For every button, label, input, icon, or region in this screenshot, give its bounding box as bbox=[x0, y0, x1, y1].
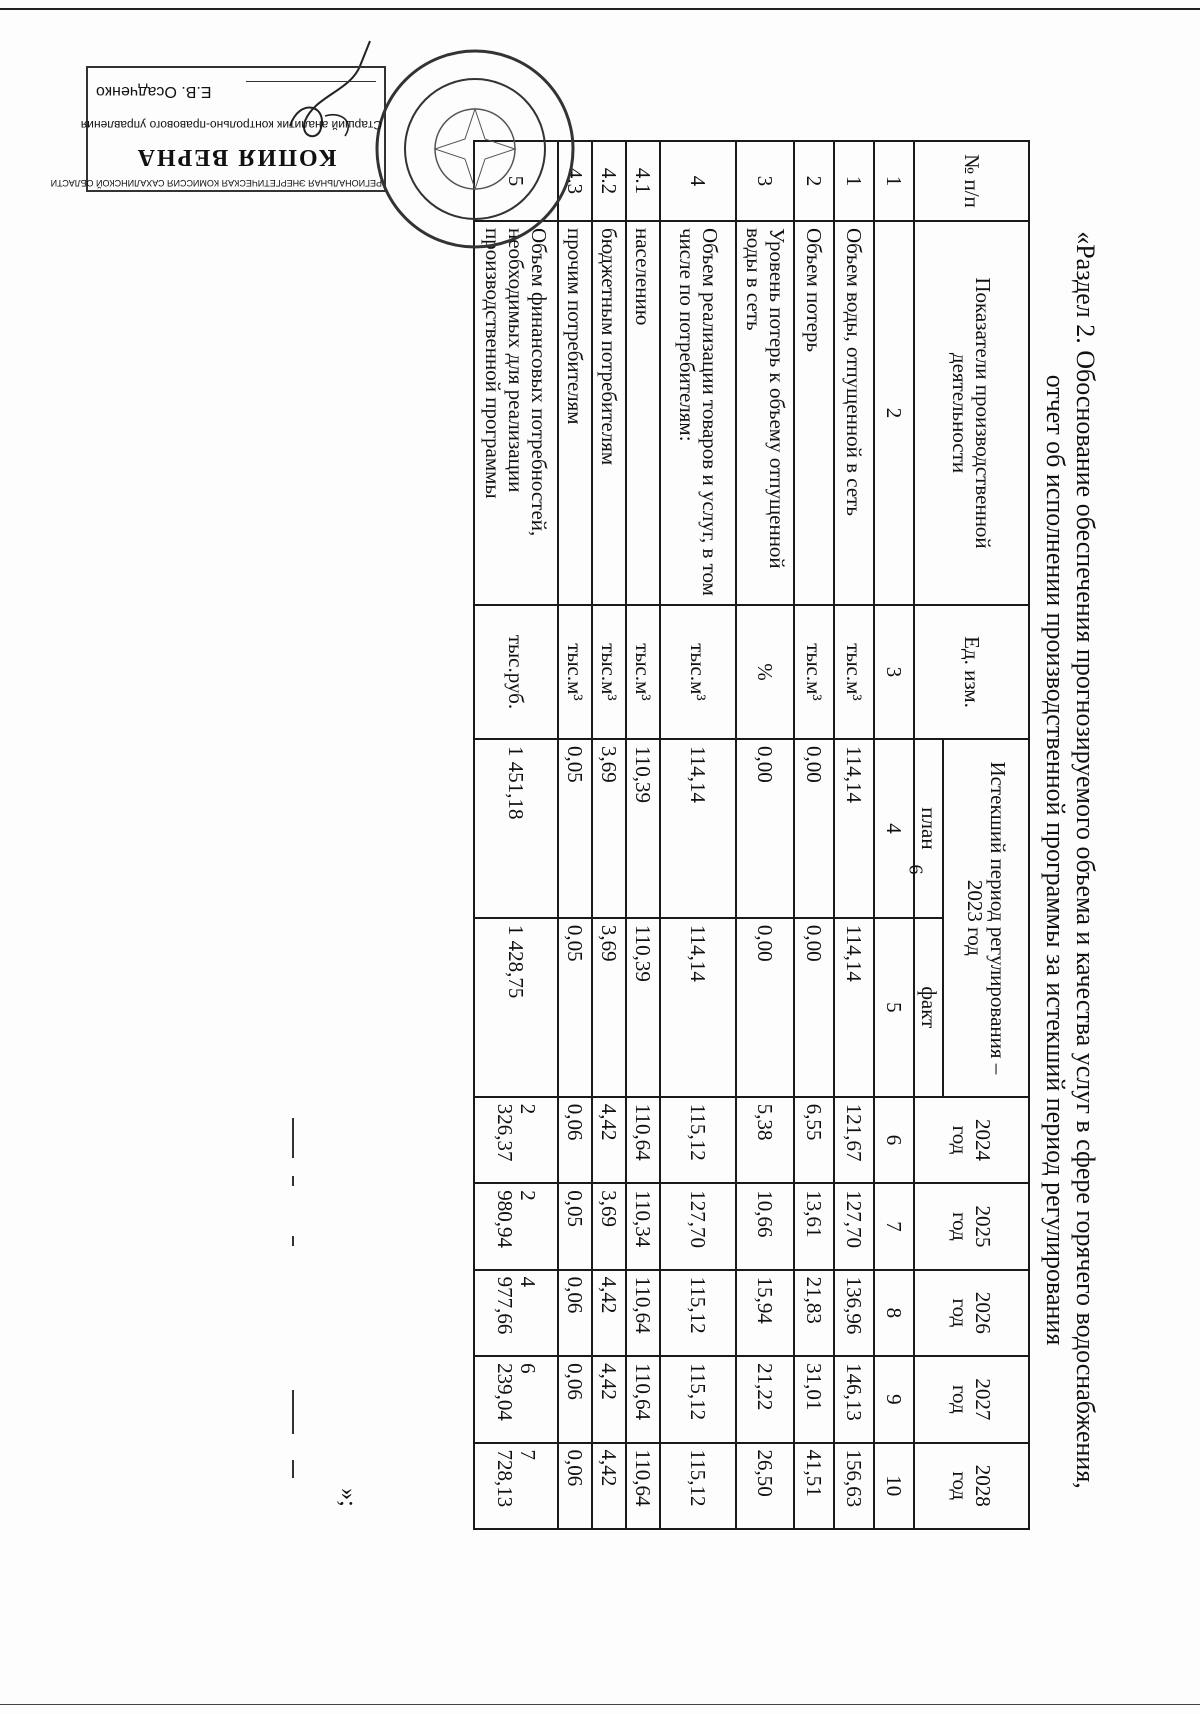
stamp-name: Е.В. Осадченко bbox=[96, 83, 212, 100]
value-cell: 4,42 bbox=[592, 1356, 626, 1442]
row-number: 4.3 bbox=[558, 141, 592, 221]
value-cell: 21,83 bbox=[794, 1270, 834, 1356]
scan-edge-bottom bbox=[0, 1704, 1200, 1705]
unit-cell: % bbox=[736, 605, 794, 739]
row-number: 2 bbox=[794, 141, 834, 221]
header-past-period: Истекший период регулирования – 2023 год bbox=[943, 739, 1029, 1097]
value-cell: 146,13 bbox=[834, 1356, 874, 1442]
stamp-signature-line bbox=[246, 81, 376, 82]
unit-cell: тыс.м³ bbox=[794, 605, 834, 739]
value-cell: 26,50 bbox=[736, 1443, 794, 1529]
value-cell: 0,05 bbox=[558, 1183, 592, 1269]
indicator-name: Объем воды, отпущенной в сеть bbox=[834, 221, 874, 605]
stamp-title: КОПИЯ ВЕРНА bbox=[135, 144, 337, 170]
value-cell: 0,05 bbox=[558, 918, 592, 1097]
column-number: 8 bbox=[874, 1270, 914, 1356]
heading-line-2: отчет об исполнении производственной программы за истекший период регулирования bbox=[1041, 374, 1070, 1346]
value-cell: 110,64 bbox=[626, 1443, 660, 1529]
header-2027: 2027 год bbox=[914, 1356, 1029, 1442]
indicator-name: Уровень потерь к объему отпущенной воды в сеть bbox=[736, 221, 794, 605]
value-cell: 3,69 bbox=[592, 1183, 626, 1269]
table-header-row bbox=[943, 141, 1029, 1529]
value-cell: 110,64 bbox=[626, 1270, 660, 1356]
value-cell: 0,06 bbox=[558, 1443, 592, 1529]
indicator-name: бюджетным потребителям bbox=[592, 221, 626, 605]
column-number: 9 bbox=[874, 1356, 914, 1442]
header-2025: 2025 год bbox=[914, 1183, 1029, 1269]
value-cell: 5,38 bbox=[736, 1097, 794, 1183]
header-fact: факт bbox=[914, 918, 943, 1097]
table-row bbox=[834, 141, 874, 1529]
heading-line-1: «Раздел 2. Обоснование обеспечения прогнозируемого объема и качества услуг в сфере горячего водоснабжения, bbox=[1071, 231, 1100, 1489]
value-cell: 0,00 bbox=[794, 739, 834, 918]
column-number: 10 bbox=[874, 1443, 914, 1529]
value-cell: 127,70 bbox=[660, 1183, 736, 1269]
indicator-name: прочим потребителям bbox=[558, 221, 592, 605]
table-row bbox=[474, 141, 558, 1529]
unit-cell: тыс.м³ bbox=[558, 605, 592, 739]
value-cell: 115,12 bbox=[660, 1270, 736, 1356]
unit-cell: тыс.м³ bbox=[592, 605, 626, 739]
value-cell: 2 326,37 bbox=[474, 1097, 558, 1183]
value-cell: 0,06 bbox=[558, 1270, 592, 1356]
value-cell: 0,00 bbox=[794, 918, 834, 1097]
unit-cell: тыс.м³ bbox=[834, 605, 874, 739]
round-seal bbox=[370, 44, 580, 254]
row-number: 4.2 bbox=[592, 141, 626, 221]
certification-stamp bbox=[50, 62, 386, 192]
value-cell: 110,64 bbox=[626, 1097, 660, 1183]
value-cell: 4 977,66 bbox=[474, 1270, 558, 1356]
value-cell: 114,14 bbox=[834, 739, 874, 918]
value-cell: 156,63 bbox=[834, 1443, 874, 1529]
value-cell: 13,61 bbox=[794, 1183, 834, 1269]
column-numbers-row bbox=[874, 141, 914, 1529]
value-cell: 1 428,75 bbox=[474, 918, 558, 1097]
indicator-name: населению bbox=[626, 221, 660, 605]
stamp-position: Старший аналитик контрольно-правового управления bbox=[80, 118, 382, 132]
value-cell: 110,34 bbox=[626, 1183, 660, 1269]
value-cell: 3,69 bbox=[592, 918, 626, 1097]
value-cell: 115,12 bbox=[660, 1356, 736, 1442]
value-cell: 0,06 bbox=[558, 1356, 592, 1442]
header-2026: 2026 год bbox=[914, 1270, 1029, 1356]
section-heading bbox=[1040, 170, 1100, 1550]
table-row bbox=[660, 141, 736, 1529]
value-cell: 0,05 bbox=[558, 739, 592, 918]
value-cell: 121,67 bbox=[834, 1097, 874, 1183]
value-cell: 0,00 bbox=[736, 918, 794, 1097]
value-cell: 6 239,04 bbox=[474, 1356, 558, 1442]
table-row bbox=[794, 141, 834, 1529]
value-cell: 41,51 bbox=[794, 1443, 834, 1529]
stamp-organization: РЕГИОНАЛЬНАЯ ЭНЕРГЕТИЧЕСКАЯ КОМИССИЯ САХАЛИНСКОЙ ОБЛАСТИ bbox=[50, 178, 382, 188]
scan-edge-top bbox=[0, 8, 1200, 10]
value-cell: 115,12 bbox=[660, 1097, 736, 1183]
rotated-content bbox=[280, 140, 1100, 1560]
indicator-name: Объем реализации товаров и услуг, в том числе по потребителям: bbox=[660, 221, 736, 605]
header-indicator: Показатели производственной деятельности bbox=[914, 221, 1029, 605]
table-row bbox=[736, 141, 794, 1529]
header-unit: Ед. изм. bbox=[914, 605, 1029, 739]
row-number: 1 bbox=[834, 141, 874, 221]
indicators-table bbox=[473, 140, 1030, 1530]
value-cell: 127,70 bbox=[834, 1183, 874, 1269]
row-number: 5 bbox=[474, 141, 558, 221]
column-number: 1 bbox=[874, 141, 914, 221]
value-cell: 21,22 bbox=[736, 1356, 794, 1442]
table-row bbox=[592, 141, 626, 1529]
value-cell: 110,64 bbox=[626, 1356, 660, 1442]
column-number: 6 bbox=[874, 1097, 914, 1183]
value-cell: 0,00 bbox=[736, 739, 794, 918]
row-number: 3 bbox=[736, 141, 794, 221]
header-no: № п/п bbox=[914, 141, 1029, 221]
column-number: 7 bbox=[874, 1183, 914, 1269]
table-row bbox=[558, 141, 592, 1529]
value-cell: 2 980,94 bbox=[474, 1183, 558, 1269]
value-cell: 114,14 bbox=[834, 918, 874, 1097]
header-plan: план bbox=[914, 739, 943, 918]
indicator-name: Объем финансовых потребностей, необходимых для реализации производственной программы bbox=[474, 221, 558, 605]
page-number: 6 bbox=[904, 864, 927, 875]
header-2028: 2028 год bbox=[914, 1443, 1029, 1529]
column-number: 2 bbox=[874, 221, 914, 605]
value-cell: 10,66 bbox=[736, 1183, 794, 1269]
value-cell: 110,39 bbox=[626, 739, 660, 918]
row-number: 4 bbox=[660, 141, 736, 221]
value-cell: 4,42 bbox=[592, 1443, 626, 1529]
value-cell: 4,42 bbox=[592, 1097, 626, 1183]
unit-cell: тыс.м³ bbox=[626, 605, 660, 739]
value-cell: 115,12 bbox=[660, 1443, 736, 1529]
value-cell: 136,96 bbox=[834, 1270, 874, 1356]
value-cell: 4,42 bbox=[592, 1270, 626, 1356]
header-2024: 2024 год bbox=[914, 1097, 1029, 1183]
closing-mark: »; bbox=[334, 1488, 361, 1507]
column-number: 5 bbox=[874, 918, 914, 1097]
value-cell: 110,39 bbox=[626, 918, 660, 1097]
value-cell: 7 728,13 bbox=[474, 1443, 558, 1529]
unit-cell: тыс.м³ bbox=[660, 605, 736, 739]
value-cell: 6,55 bbox=[794, 1097, 834, 1183]
value-cell: 0,06 bbox=[558, 1097, 592, 1183]
value-cell: 31,01 bbox=[794, 1356, 834, 1442]
value-cell: 1 451,18 bbox=[474, 739, 558, 918]
value-cell: 114,14 bbox=[660, 918, 736, 1097]
value-cell: 3,69 bbox=[592, 739, 626, 918]
column-number: 4 bbox=[874, 739, 914, 918]
table-row bbox=[626, 141, 660, 1529]
indicator-name: Объем потерь bbox=[794, 221, 834, 605]
unit-cell: тыс.руб. bbox=[474, 605, 558, 739]
value-cell: 114,14 bbox=[660, 739, 736, 918]
column-number: 3 bbox=[874, 605, 914, 739]
row-number: 4.1 bbox=[626, 141, 660, 221]
value-cell: 15,94 bbox=[736, 1270, 794, 1356]
